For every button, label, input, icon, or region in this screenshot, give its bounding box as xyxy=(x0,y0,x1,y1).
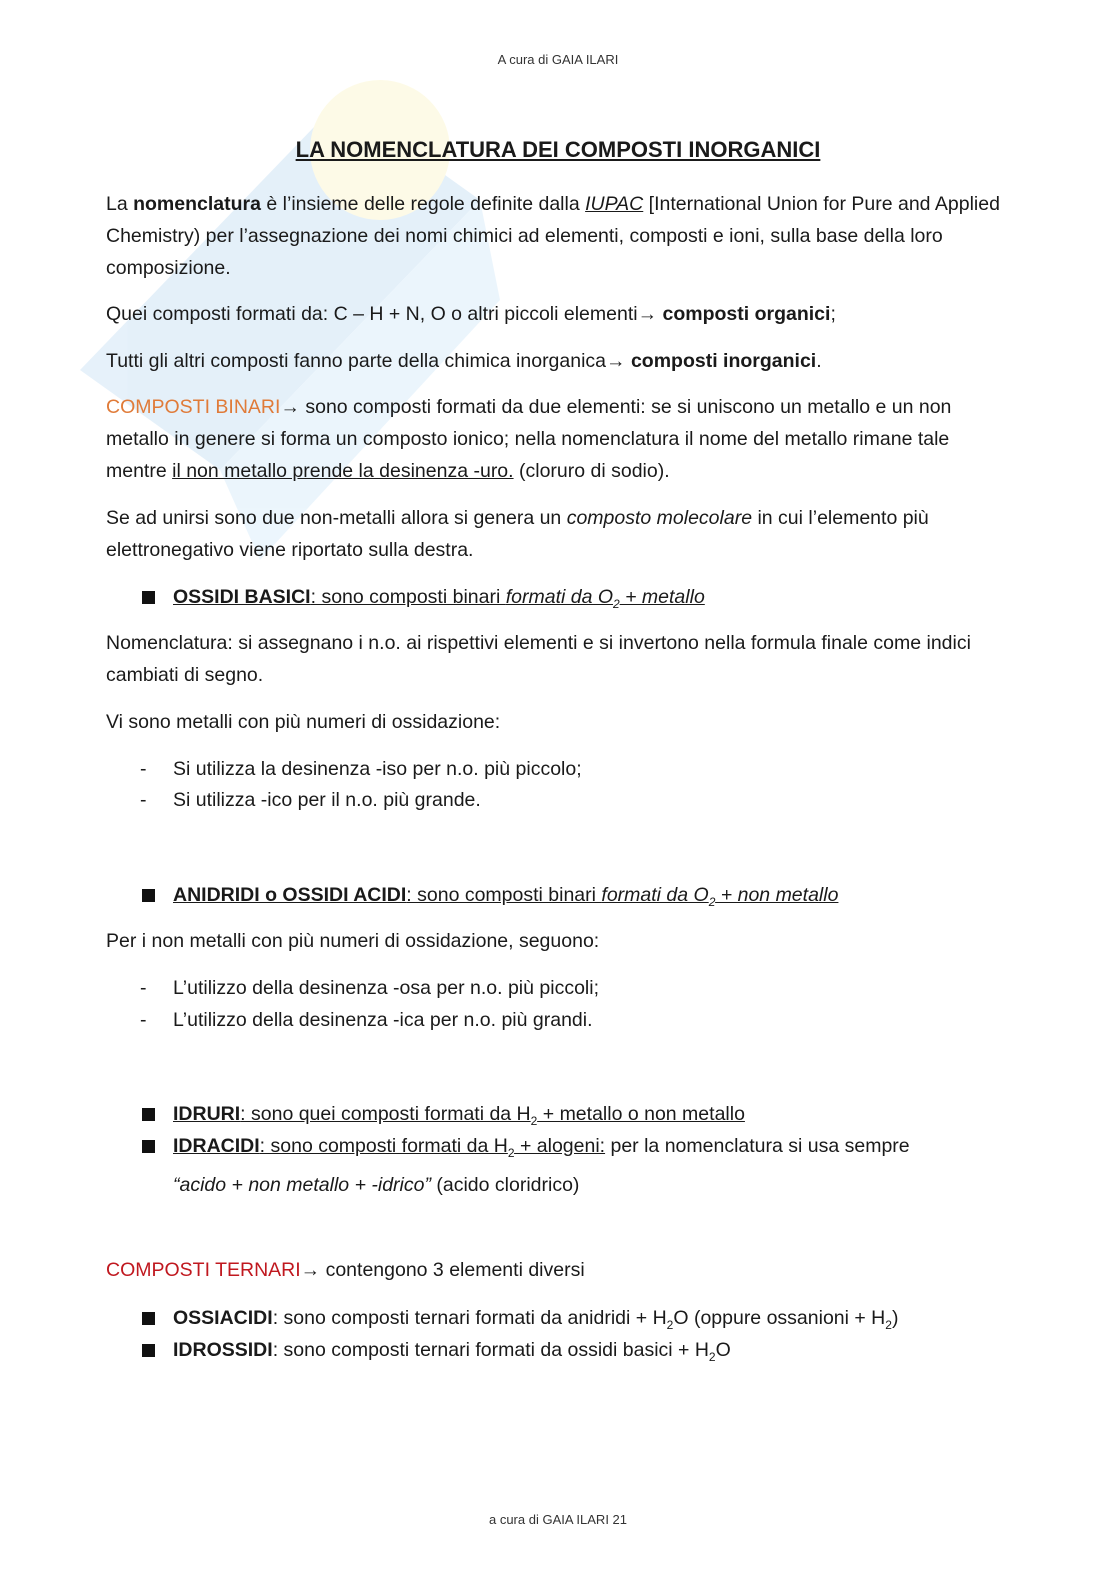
ternari-heading: COMPOSTI TERNARI xyxy=(106,1259,301,1281)
list-item-anidridi: ANIDRIDI o OSSIDI ACIDI: sono composti binari formati da $O_2$ + non metallo xyxy=(0,879,1116,911)
dash-bullet: - xyxy=(140,758,147,780)
page-footer: a cura di GAIA ILARI 21 xyxy=(488,1512,628,1527)
square-bullet-icon xyxy=(142,1312,155,1325)
page-title: LA NOMENCLATURA DEI COMPOSTI INORGANICI xyxy=(295,137,821,162)
organic-paragraph: Quei composti formati da: C – H + N, O o altri piccoli elementi→ composti organici; xyxy=(106,303,836,325)
dash-bullet: - xyxy=(140,977,147,999)
iupac-link: IUPAC xyxy=(585,193,644,215)
intro-paragraph: La nomenclatura è l’insieme delle regole definite dalla IUPAC [International Union for Pure and Applied Chemistry) per l’assegnazione dei nomi chimici ad elementi, composti e ioni, sulla base della loro composizione. xyxy=(106,193,1000,279)
ternari-paragraph: COMPOSTI TERNARI→ contengono 3 elementi diversi xyxy=(106,1259,585,1281)
list-item: L’utilizzo della desinenza -ica per n.o. più grandi. xyxy=(173,1009,593,1031)
square-bullet-icon xyxy=(142,1344,155,1357)
list-item-ossidi-basici: OSSIDI BASICI: sono composti binari formati da $O_2$ + metallo xyxy=(0,581,1116,613)
list-item-ossiacidi: OSSIACIDI: sono composti ternari formati da anidridi + $H_2O$ (oppure ossanioni + $H_2$) xyxy=(0,1302,1116,1334)
list-item: Si utilizza la desinenza -iso per n.o. più piccolo; xyxy=(173,758,582,780)
list-item-idrossidi: IDROSSIDI: sono composti ternari formati da ossidi basici + $H_2O$ xyxy=(0,1334,1116,1366)
square-bullet-icon xyxy=(142,889,155,902)
square-bullet-icon xyxy=(142,1140,155,1153)
list-item: Si utilizza -ico per il n.o. più grande. xyxy=(173,789,481,811)
square-bullet-icon xyxy=(142,591,155,604)
square-bullet-icon xyxy=(142,1108,155,1121)
anidridi-intro: Per i non metalli con più numeri di ossidazione, seguono: xyxy=(106,930,600,952)
multi-ossidazione-paragraph: Vi sono metalli con più numeri di ossidazione: xyxy=(106,711,501,733)
inorganic-paragraph: Tutti gli altri composti fanno parte della chimica inorganica→ composti inorganici. xyxy=(106,350,822,372)
page-header: A cura di GAIA ILARI xyxy=(497,52,619,67)
list-item: L’utilizzo della desinenza -osa per n.o. più piccoli; xyxy=(173,977,600,999)
molecolare-paragraph: Se ad unirsi sono due non-metalli allora si genera un composto molecolare in cui l’elemento più elettronegativo viene riportato sulla destra. xyxy=(106,507,929,561)
list-item-idruri: IDRURI: sono quei composti formati da $H_2$ + metallo o non metallo xyxy=(0,1098,1116,1130)
binari-paragraph: COMPOSTI BINARI→ sono composti formati da due elementi: se si uniscono un metallo e un non metallo in genere si forma un composto ionico; nella nomenclatura il nome del metallo rimane tale mentre il non metallo prende la desinenza -uro. (cloruro di sodio). xyxy=(106,396,952,482)
dash-bullet: - xyxy=(140,789,147,811)
nomenclatura-paragraph: Nomenclatura: si assegnano i n.o. ai rispettivi elementi e si invertono nella formula finale come indici cambiati di segno. xyxy=(106,632,971,686)
dash-bullet: - xyxy=(140,1009,147,1031)
list-item-idracidi: IDRACIDI: sono composti formati da $H_2$ + alogeni: per la nomenclatura si usa sempre “acido + non metallo + -idrico” (acido cloridrico) xyxy=(0,1130,1116,1194)
binari-heading: COMPOSTI BINARI xyxy=(106,396,281,418)
